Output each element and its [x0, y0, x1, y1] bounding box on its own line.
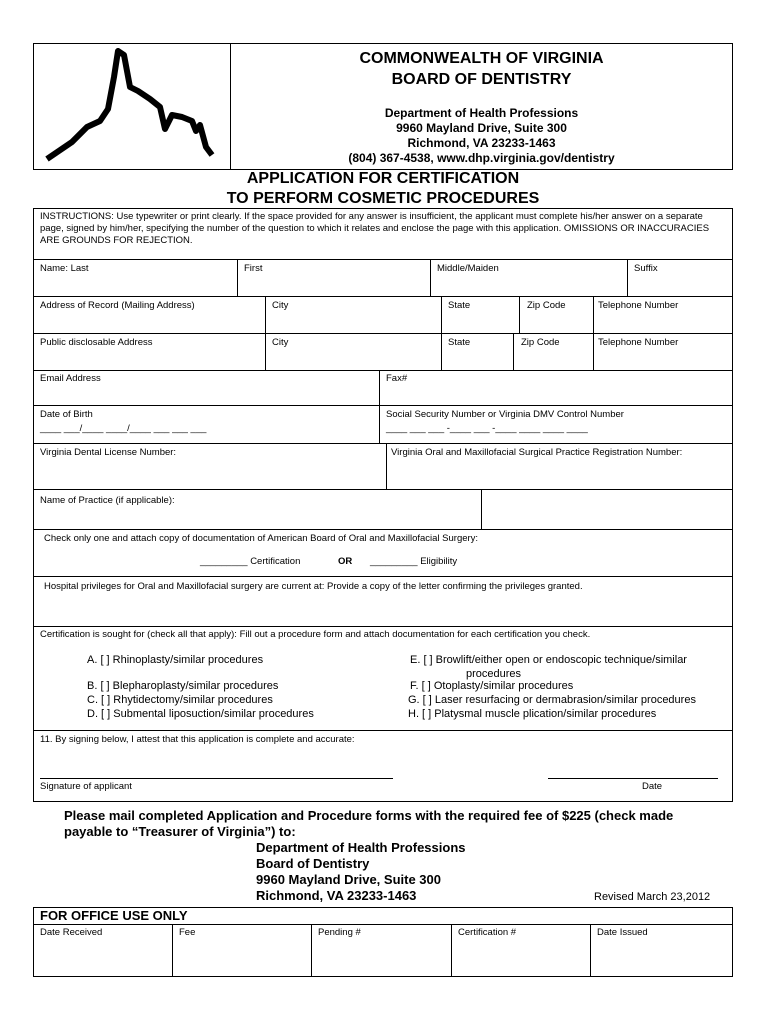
office-certification: Certification #: [458, 927, 517, 938]
fax-label: Fax#: [386, 373, 408, 384]
col-line: [593, 296, 594, 370]
attest-label: 11. By signing below, I attest that this application is complete and accurate:: [40, 734, 355, 745]
row-line: [33, 626, 733, 627]
col-line: [513, 333, 514, 370]
mail-instructions-2: payable to “Treasurer of Virginia”) to:: [64, 824, 296, 839]
row-line: [33, 296, 733, 297]
header-dept: Department of Health Professions: [384, 106, 579, 120]
mail-address-2: Board of Dentistry: [256, 856, 370, 871]
procedure-c: C. [ ] Rhytidectomy/similar procedures: [87, 694, 273, 706]
col-line: [379, 370, 380, 405]
col-line: [265, 296, 266, 370]
ssn-label: Social Security Number or Virginia DMV Control Number: [386, 409, 624, 420]
procedure-e-continued: procedures: [466, 668, 522, 680]
name-last-label: Name: Last: [40, 263, 89, 274]
office-pending: Pending #: [318, 927, 361, 938]
header-title-1: COMMONWEALTH OF VIRGINIA: [359, 50, 604, 67]
col-line: [441, 296, 442, 370]
address-record-label: Address of Record (Mailing Address): [40, 300, 195, 311]
instructions: INSTRUCTIONS: Use typewriter or print clearly. If the space provided for any answer is insufficient, the applicant must complete his/her answer on a separate page, signed by him/her, specifying the number of the question to which it relates and enclose the page with this application. OMISSIONS OR INACCURACIES ARE GROUNDS FOR REJECTION.: [40, 211, 710, 246]
name-suffix-label: Suffix: [634, 263, 658, 274]
board-check-label: Check only one and attach copy of documentation of American Board of Oral and Maxillofacial Surgery:: [44, 533, 479, 544]
mail-address-4: Richmond, VA 23233-1463: [256, 888, 417, 903]
row-line: [33, 333, 733, 334]
office-fee: Fee: [179, 927, 196, 938]
procedure-b: B. [ ] Blepharoplasty/similar procedures: [87, 680, 279, 692]
procedure-h: H. [ ] Platysmal muscle plication/similar procedures: [408, 708, 657, 720]
col-line: [627, 259, 628, 296]
dob-label: Date of Birth: [40, 409, 93, 420]
address-public-label: Public disclosable Address: [40, 337, 153, 348]
header-contact: (804) 367-4538, www.dhp.virginia.gov/dentistry: [348, 151, 615, 165]
header-address-1: 9960 Mayland Drive, Suite 300: [396, 121, 567, 135]
certification-sought-label: Certification is sought for (check all that apply): Fill out a procedure form and attach documentation for each certification you check.: [40, 629, 591, 640]
office-date-received: Date Received: [40, 927, 103, 938]
row-line: [33, 443, 733, 444]
form-title-1: APPLICATION FOR CERTIFICATION: [246, 170, 520, 187]
or-label: OR: [338, 556, 353, 567]
oms-registration-label: Virginia Oral and Maxillofacial Surgical Practice Registration Number:: [391, 447, 683, 458]
col-line: [430, 259, 431, 296]
row-line: [33, 529, 733, 530]
procedure-a: A. [ ] Rhinoplasty/similar procedures: [87, 654, 264, 666]
row-line: [33, 259, 733, 260]
phone-label: Telephone Number: [598, 337, 679, 348]
ssn-blank: ____ ___ ___ -____ ___ -____ ____ ____ ____: [386, 423, 588, 434]
date-line: [548, 778, 718, 779]
form-title-2: TO PERFORM COSMETIC PROCEDURES: [226, 190, 540, 207]
state-label: State: [448, 337, 471, 348]
office-col-line: [451, 924, 452, 977]
header-address-2: Richmond, VA 23233-1463: [407, 136, 556, 150]
name-first-label: First: [244, 263, 263, 274]
city-label: City: [272, 337, 289, 348]
procedure-f: F. [ ] Otoplasty/similar procedures: [410, 680, 574, 692]
signature-line: [40, 778, 393, 779]
revised-date: Revised March 23,2012: [594, 891, 711, 903]
date-label: Date: [642, 781, 663, 792]
dob-blank: ____ ___/____ ____/____ ___ ___ ___: [40, 423, 207, 434]
col-line: [379, 405, 380, 443]
row-line: [33, 370, 733, 371]
office-col-line: [172, 924, 173, 977]
board-logo-graph: [42, 47, 222, 167]
zip-label: Zip Code: [521, 337, 560, 348]
mail-instructions-1: Please mail completed Application and Procedure forms with the required fee of $225 (check made: [64, 808, 674, 823]
hospital-privileges-label: Hospital privileges for Oral and Maxillofacial surgery are current at: Provide a copy of the letter confirming the privileges granted.: [44, 581, 583, 592]
procedure-g: G. [ ] Laser resurfacing or dermabrasion/similar procedures: [408, 694, 696, 706]
certification-option: _________ Certification: [200, 556, 301, 567]
office-use-title: FOR OFFICE USE ONLY: [40, 908, 188, 923]
office-col-line: [590, 924, 591, 977]
row-line: [33, 405, 733, 406]
signature-label: Signature of applicant: [40, 781, 132, 792]
phone-label: Telephone Number: [598, 300, 679, 311]
row-line: [33, 576, 733, 577]
row-line: [33, 489, 733, 490]
office-col-line: [311, 924, 312, 977]
col-line: [386, 443, 387, 489]
col-line: [237, 259, 238, 296]
mail-address-3: 9960 Mayland Drive, Suite 300: [256, 872, 441, 887]
mail-address-1: Department of Health Professions: [256, 840, 466, 855]
procedure-d: D. [ ] Submental liposuction/similar procedures: [87, 708, 314, 720]
col-line: [481, 489, 482, 529]
eligibility-option: _________ Eligibility: [370, 556, 458, 567]
zip-label: Zip Code: [527, 300, 566, 311]
procedure-e: E. [ ] Browlift/either open or endoscopic technique/similar: [410, 654, 687, 666]
license-label: Virginia Dental License Number:: [40, 447, 177, 458]
office-date-issued: Date Issued: [597, 927, 648, 938]
header-title-2: BOARD OF DENTISTRY: [391, 71, 572, 88]
email-label: Email Address: [40, 373, 101, 384]
row-line: [33, 730, 733, 731]
office-use-header-line: [33, 924, 733, 925]
practice-label: Name of Practice (if applicable):: [40, 495, 175, 506]
state-label: State: [448, 300, 471, 311]
city-label: City: [272, 300, 289, 311]
name-middle-label: Middle/Maiden: [437, 263, 499, 274]
col-line: [519, 296, 520, 333]
